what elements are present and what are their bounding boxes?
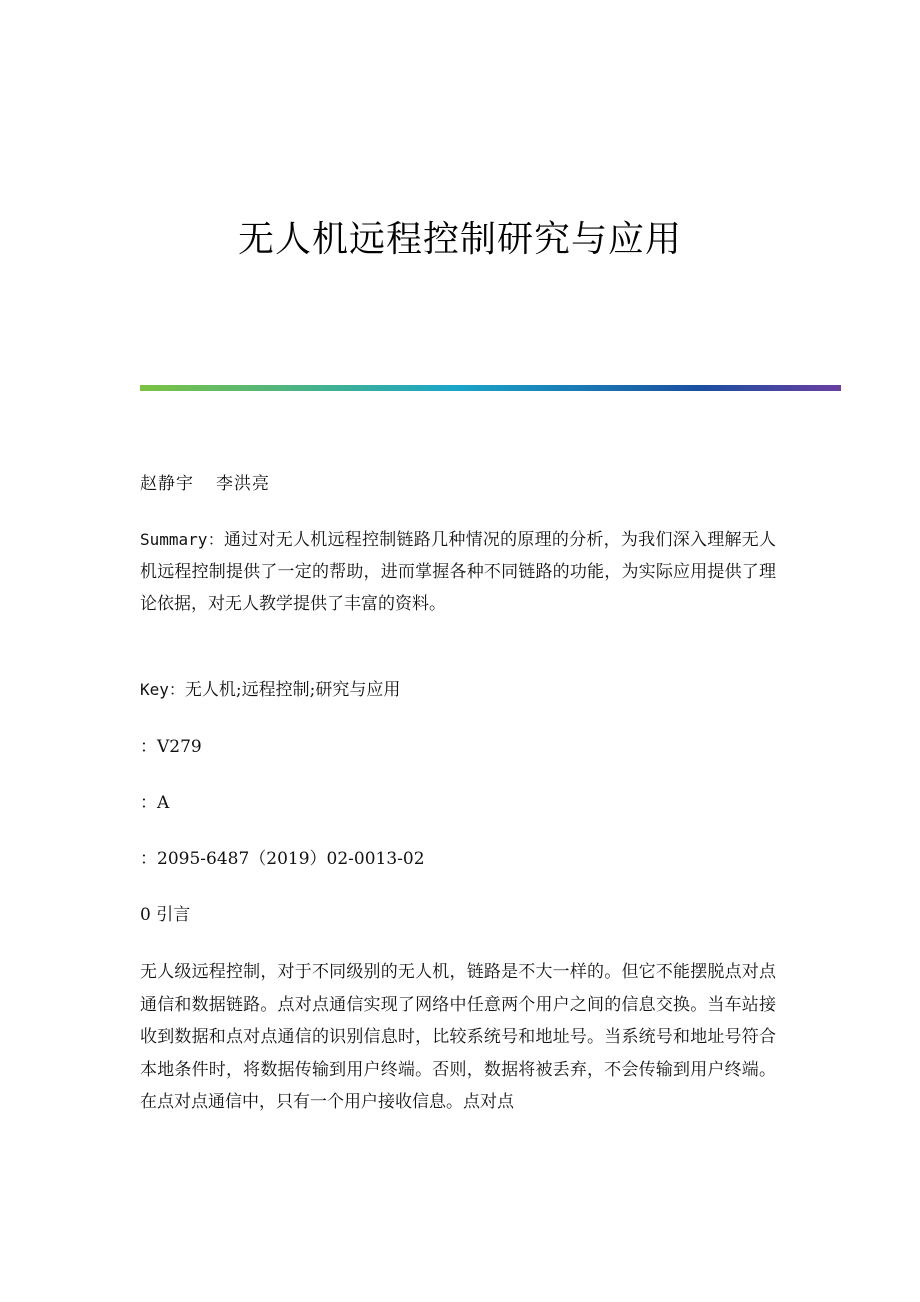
keywords-label: Key： — [140, 680, 185, 699]
keywords-line — [140, 678, 400, 702]
article-id: ：2095-6487（2019）02-0013-02 — [140, 849, 425, 869]
classification-number: ：V279 — [140, 737, 202, 757]
document-title: 无人机远程控制研究与应用 — [237, 219, 682, 260]
author-name: 赵静宇 — [140, 474, 194, 494]
summary-text: 通过对无人机远程控制链路几种情况的原理的分析，为我们深入理解无人机远程控制提供了一定的帮助，进而掌握各种不同链路的功能，为实际应用提供了理论依据，对无人教学提供了丰富的资料。 — [140, 530, 776, 614]
section-heading: 0 引言 — [140, 905, 191, 925]
summary-paragraph — [140, 524, 776, 620]
title-divider — [140, 385, 841, 391]
body-paragraph: 无人级远程控制，对于不同级别的无人机，链路是不大一样的。但它不能摆脱点对点通信和数据链路。点对点通信实现了网络中任意两个用户之间的信息交换。当车站接收到数据和点对点通信的识别信息时，比较系统号和地址号。当系统号和地址号符合本地条件时，将数据传输到用户终端。否则，数据将被丢弃，不会传输到用户终端。在点对点通信中，只有一个用户接收信息。点对点 — [140, 962, 776, 1112]
keywords-text: 无人机;远程控制;研究与应用 — [184, 680, 401, 700]
author-list — [140, 472, 270, 496]
author-name: 李洪亮 — [216, 474, 270, 494]
summary-label: Summary： — [140, 530, 224, 549]
document-code: ：A — [140, 793, 170, 813]
